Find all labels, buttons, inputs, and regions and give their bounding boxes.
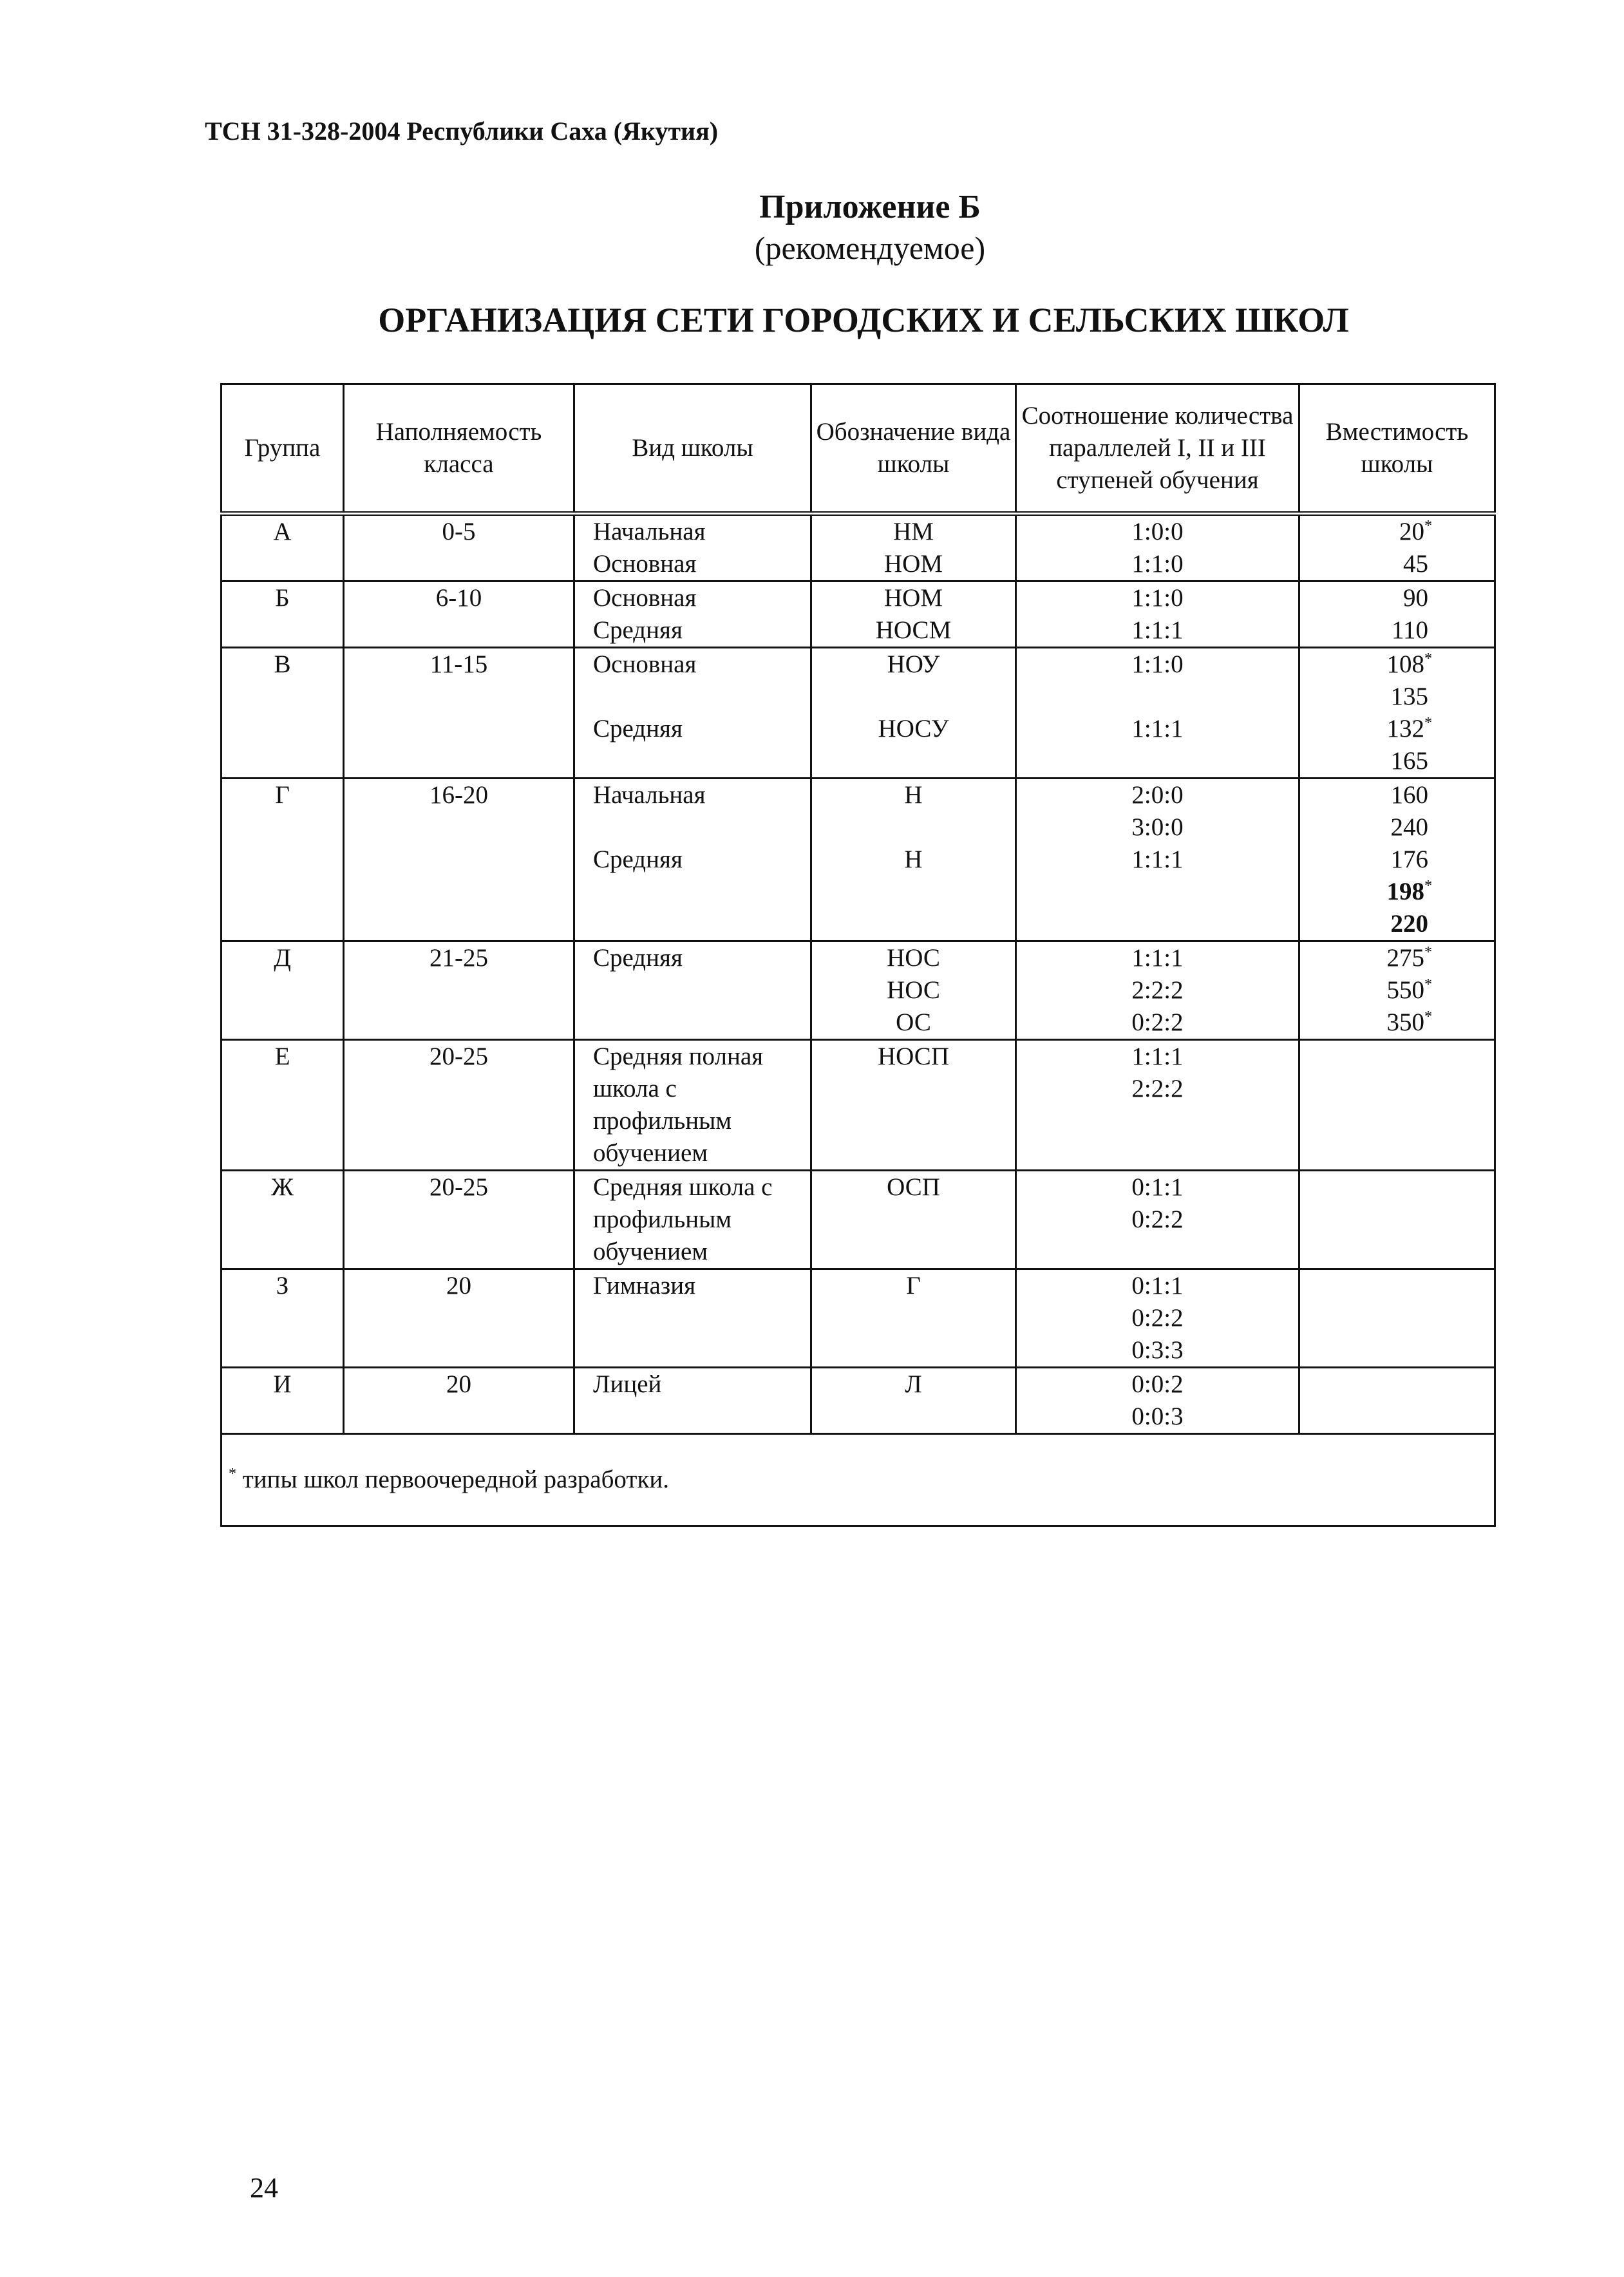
capacity-value: 165 (1390, 747, 1428, 775)
cell-capacity-line (1304, 1270, 1432, 1302)
capacity-star (1428, 584, 1432, 601)
capacity-value: 198 (1386, 878, 1424, 905)
appendix-title: Приложение Б (759, 189, 981, 225)
cell-ratio-line: 1:1:1 (1131, 944, 1184, 972)
cell-ratio-line: 2:2:2 (1131, 1075, 1184, 1102)
document-header: ТСН 31-328-2004 Республики Саха (Якутия) (205, 117, 719, 146)
cell-code-line (816, 1334, 1011, 1366)
cell-kind-line (593, 1302, 806, 1334)
cell-ratio-line (1021, 681, 1294, 713)
cell-capacity-line (1304, 1171, 1432, 1204)
table-row (222, 1368, 1495, 1434)
cell-capacity-line (1304, 582, 1432, 614)
col-header-ratio: Соотношение количества параллелей I, II и III ступеней обучения (1016, 384, 1299, 514)
capacity-star (1428, 910, 1432, 927)
cell-ratio (1016, 779, 1299, 941)
cell-kind-line: Гимназия (593, 1272, 696, 1299)
cell-ratio-line: 0:0:2 (1131, 1370, 1184, 1398)
appendix-subtitle: (рекомендуемое) (754, 230, 986, 266)
cell-code-line (816, 811, 1011, 844)
capacity-star (1428, 616, 1432, 633)
cell-code-line: НОС (887, 976, 940, 1004)
cell-code-line (816, 1302, 1011, 1334)
table-row (222, 581, 1495, 648)
cell-ratio-line: 1:0:0 (1131, 518, 1184, 545)
cell-fill: 20 (344, 1269, 574, 1368)
capacity-value: 132 (1386, 715, 1424, 742)
cell-ratio-line: 1:1:0 (1131, 584, 1184, 612)
cell-code-line (816, 876, 1011, 908)
cell-group: Е (222, 1040, 344, 1171)
cell-ratio-line: 2:2:2 (1131, 976, 1184, 1004)
footnote-mark: * (229, 1466, 236, 1482)
capacity-star (1428, 683, 1432, 699)
cell-kind-line (593, 745, 806, 777)
cell-kind-line: Средняя (593, 616, 683, 644)
cell-ratio-line: 0:2:2 (1131, 1304, 1184, 1332)
cell-ratio (1016, 648, 1299, 779)
cell-ratio-line: 0:1:1 (1131, 1173, 1184, 1201)
cell-capacity-line (1304, 1105, 1432, 1137)
cell-capacity-line (1304, 1006, 1432, 1039)
capacity-star: * (1424, 518, 1432, 534)
table-row (222, 1040, 1495, 1171)
cell-capacity-line (1304, 876, 1432, 908)
cell-code-line: Н (904, 781, 923, 809)
cell-capacity-line (1304, 516, 1432, 548)
cell-kind-line: обучением (593, 1238, 708, 1265)
capacity-star: * (1424, 944, 1432, 961)
cell-ratio-line: 1:1:1 (1131, 846, 1184, 873)
cell-capacity (1299, 648, 1495, 779)
cell-fill: 20-25 (344, 1171, 574, 1269)
cell-code-line: НМ (893, 518, 934, 545)
cell-capacity-line (1304, 779, 1432, 811)
cell-capacity-line (1304, 908, 1432, 940)
capacity-value: 240 (1390, 813, 1428, 841)
capacity-star: * (1424, 1008, 1432, 1025)
cell-group: Б (222, 581, 344, 648)
cell-code (811, 1040, 1016, 1171)
cell-capacity-line (1304, 614, 1432, 647)
col-header-kind: Вид школы (574, 384, 811, 514)
cell-kind-line: Средняя (593, 715, 683, 742)
page-number: 24 (250, 2172, 278, 2204)
cell-kind (574, 514, 811, 581)
capacity-star: * (1424, 878, 1432, 894)
cell-capacity-line (1304, 1302, 1432, 1334)
cell-kind-line (593, 1334, 806, 1366)
cell-kind (574, 1368, 811, 1434)
cell-code-line: Г (906, 1272, 921, 1299)
cell-ratio (1016, 941, 1299, 1040)
cell-code (811, 1269, 1016, 1368)
cell-code-line: НОСП (878, 1043, 949, 1070)
cell-kind-line: обучением (593, 1139, 708, 1167)
cell-code-line (816, 1204, 1011, 1236)
capacity-star (1428, 813, 1432, 830)
cell-kind-line: Лицей (593, 1370, 662, 1398)
cell-capacity-line (1304, 1073, 1432, 1105)
cell-capacity-line (1304, 1368, 1432, 1401)
cell-fill: 11-15 (344, 648, 574, 779)
table-row (222, 941, 1495, 1040)
cell-kind-line (593, 811, 806, 844)
capacity-star (1428, 781, 1432, 798)
cell-kind-line: Средняя (593, 846, 683, 873)
cell-code (811, 941, 1016, 1040)
cell-capacity-line (1304, 681, 1432, 713)
capacity-star (1428, 747, 1432, 764)
table-row (222, 648, 1495, 779)
cell-code-line: НОМ (883, 584, 943, 612)
footnote-text: типы школ первоочередной разработки. (242, 1466, 670, 1493)
cell-capacity-line (1304, 745, 1432, 777)
cell-ratio-line (1021, 908, 1294, 940)
cell-kind-line: Средняя школа с (593, 1173, 773, 1201)
cell-group: В (222, 648, 344, 779)
cell-code (811, 1368, 1016, 1434)
cell-ratio-line: 0:2:2 (1131, 1205, 1184, 1233)
capacity-value: 160 (1390, 781, 1428, 809)
footnote-cell (222, 1434, 1495, 1526)
cell-kind-line: Средняя (593, 944, 683, 972)
capacity-value: 176 (1390, 846, 1428, 873)
cell-ratio-line: 1:1:1 (1131, 616, 1184, 644)
cell-kind-line: Основная (593, 650, 697, 678)
cell-ratio (1016, 1269, 1299, 1368)
capacity-value: 45 (1403, 550, 1428, 578)
cell-code-line (816, 1401, 1011, 1433)
cell-ratio (1016, 1368, 1299, 1434)
table-footnote-row (222, 1434, 1495, 1526)
table-row (222, 514, 1495, 581)
cell-code (811, 581, 1016, 648)
cell-code (811, 514, 1016, 581)
table-row (222, 779, 1495, 941)
cell-code-line: НОСУ (878, 715, 949, 742)
col-header-capacity: Вместимость школы (1299, 384, 1495, 514)
cell-code-line (816, 681, 1011, 713)
cell-ratio (1016, 1171, 1299, 1269)
cell-capacity-line (1304, 1041, 1432, 1073)
cell-kind-line: Основная (593, 584, 697, 612)
cell-capacity (1299, 1171, 1495, 1269)
cell-kind-line: Начальная (593, 518, 706, 545)
capacity-star: * (1424, 715, 1432, 732)
capacity-star (1428, 550, 1432, 567)
cell-code-line (816, 1236, 1011, 1268)
cell-kind-line (593, 1006, 806, 1039)
cell-kind (574, 1040, 811, 1171)
cell-capacity-line (1304, 844, 1432, 876)
capacity-value: 350 (1386, 1008, 1424, 1036)
cell-kind-line: профильным (593, 1205, 732, 1233)
cell-capacity (1299, 581, 1495, 648)
cell-ratio-line: 1:1:1 (1131, 715, 1184, 742)
capacity-value: 108 (1386, 650, 1424, 678)
cell-ratio-line: 1:1:1 (1131, 1043, 1184, 1070)
cell-kind-line (593, 908, 806, 940)
cell-kind (574, 648, 811, 779)
capacity-star (1428, 846, 1432, 862)
cell-kind-line: Средняя полная (593, 1043, 764, 1070)
cell-capacity-line (1304, 942, 1432, 974)
cell-ratio-line: 1:1:0 (1131, 550, 1184, 578)
cell-ratio-line (1021, 876, 1294, 908)
cell-group: И (222, 1368, 344, 1434)
cell-capacity (1299, 941, 1495, 1040)
cell-capacity (1299, 1040, 1495, 1171)
table-body (222, 514, 1495, 1434)
cell-ratio-line: 0:3:3 (1131, 1336, 1184, 1364)
cell-code-line: НОУ (887, 650, 940, 678)
cell-capacity-line (1304, 1236, 1432, 1268)
cell-group: Д (222, 941, 344, 1040)
cell-kind-line: профильным (593, 1107, 732, 1135)
cell-capacity-line (1304, 1401, 1432, 1433)
cell-group: З (222, 1269, 344, 1368)
col-header-group: Группа (222, 384, 344, 514)
cell-code-line: ОС (896, 1008, 931, 1036)
cell-ratio (1016, 1040, 1299, 1171)
cell-code-line: Л (905, 1370, 922, 1398)
capacity-value: 110 (1391, 616, 1428, 644)
table-row (222, 1171, 1495, 1269)
cell-kind-line: Начальная (593, 781, 706, 809)
capacity-value: 275 (1386, 944, 1424, 972)
cell-capacity-line (1304, 1204, 1432, 1236)
cell-code-line (816, 1137, 1011, 1169)
cell-ratio-line: 0:1:1 (1131, 1272, 1184, 1299)
cell-capacity-line (1304, 713, 1432, 745)
cell-fill: 20 (344, 1368, 574, 1434)
capacity-value: 220 (1390, 910, 1428, 938)
cell-code-line (816, 1073, 1011, 1105)
col-header-fill: Наполняемость класса (344, 384, 574, 514)
cell-group: А (222, 514, 344, 581)
cell-ratio (1016, 514, 1299, 581)
cell-capacity-line (1304, 974, 1432, 1006)
cell-code-line: НОМ (883, 550, 943, 578)
cell-kind-line: Основная (593, 550, 697, 578)
capacity-star: * (1424, 976, 1432, 993)
document-title: ОРГАНИЗАЦИЯ СЕТИ ГОРОДСКИХ И СЕЛЬСКИХ ШКОЛ (378, 301, 1349, 339)
cell-ratio-line: 0:2:2 (1131, 1008, 1184, 1036)
cell-kind (574, 1269, 811, 1368)
cell-ratio-line: 0:0:3 (1131, 1403, 1184, 1430)
cell-ratio (1016, 581, 1299, 648)
cell-ratio-line: 3:0:0 (1131, 813, 1184, 841)
capacity-value: 90 (1403, 584, 1428, 612)
capacity-value: 20 (1399, 518, 1424, 545)
cell-fill: 21-25 (344, 941, 574, 1040)
cell-ratio-line (1021, 1236, 1294, 1268)
cell-capacity-line (1304, 548, 1432, 580)
cell-kind-line: школа с (593, 1075, 677, 1102)
table-row (222, 1269, 1495, 1368)
cell-capacity (1299, 779, 1495, 941)
table-header-row (222, 384, 1495, 514)
cell-ratio-line (1021, 745, 1294, 777)
cell-fill: 0-5 (344, 514, 574, 581)
cell-code-line: ОСП (887, 1173, 940, 1201)
cell-ratio-line (1021, 1137, 1294, 1169)
cell-code-line (816, 745, 1011, 777)
cell-capacity (1299, 1368, 1495, 1434)
cell-ratio-line: 1:1:0 (1131, 650, 1184, 678)
cell-kind (574, 779, 811, 941)
cell-code (811, 1171, 1016, 1269)
cell-group: Г (222, 779, 344, 941)
cell-code-line: НОС (887, 944, 940, 972)
cell-kind (574, 1171, 811, 1269)
capacity-star: * (1424, 650, 1432, 667)
cell-code-line: НОСМ (875, 616, 952, 644)
cell-kind-line (593, 974, 806, 1006)
cell-capacity-line (1304, 811, 1432, 844)
cell-kind-line (593, 1401, 806, 1433)
cell-capacity-line (1304, 648, 1432, 681)
cell-kind-line (593, 681, 806, 713)
cell-capacity (1299, 1269, 1495, 1368)
cell-ratio-line (1021, 1105, 1294, 1137)
capacity-value: 550 (1386, 976, 1424, 1004)
cell-kind (574, 581, 811, 648)
schools-table (220, 383, 1496, 1527)
cell-code (811, 779, 1016, 941)
cell-code-line: Н (904, 846, 923, 873)
cell-fill: 16-20 (344, 779, 574, 941)
cell-code-line (816, 1105, 1011, 1137)
cell-code-line (816, 908, 1011, 940)
cell-capacity-line (1304, 1137, 1432, 1169)
cell-capacity (1299, 514, 1495, 581)
cell-kind-line (593, 876, 806, 908)
cell-kind (574, 941, 811, 1040)
cell-fill: 20-25 (344, 1040, 574, 1171)
cell-capacity-line (1304, 1334, 1432, 1366)
cell-code (811, 648, 1016, 779)
cell-fill: 6-10 (344, 581, 574, 648)
cell-ratio-line: 2:0:0 (1131, 781, 1184, 809)
capacity-value: 135 (1390, 683, 1428, 710)
cell-group: Ж (222, 1171, 344, 1269)
col-header-code: Обозначение вида школы (811, 384, 1016, 514)
